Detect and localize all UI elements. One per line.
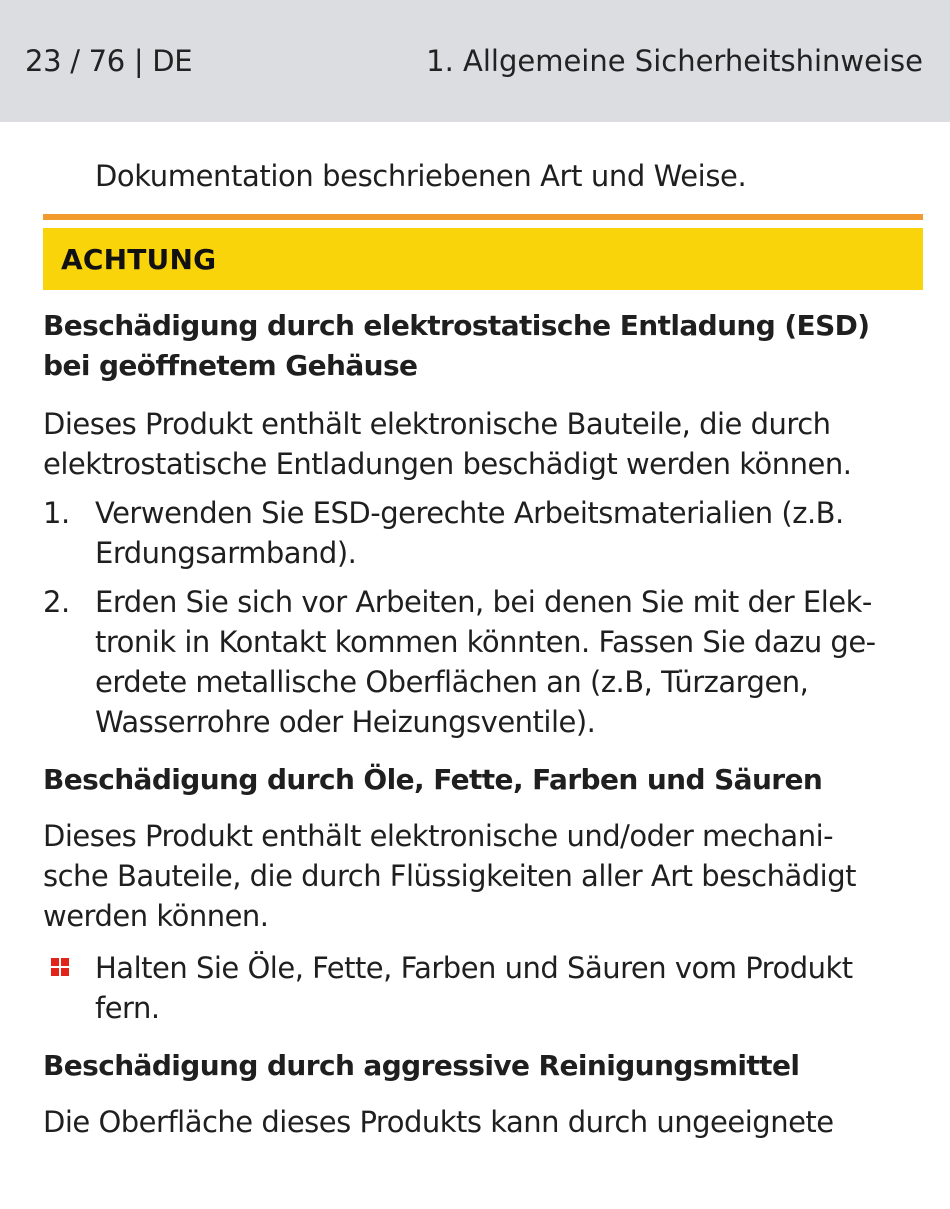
title-line: Beschädigung durch aggressive Reinigungsmittel — [43, 1049, 800, 1082]
item-line: tronik in Kontakt kommen könnten. Fassen Sie dazu ge- — [95, 625, 876, 659]
body-line: Dieses Produkt enthält elektronische Bauteile, die durch — [43, 407, 831, 441]
document-body — [0, 156, 950, 1142]
section-title: 1. Allgemeine Sicherheitshinweise — [426, 44, 923, 78]
section-body-oils — [43, 816, 923, 936]
body-line: werden können. — [43, 899, 269, 933]
page-number: 23 / 76 | DE — [25, 44, 193, 78]
section-esd — [43, 306, 923, 742]
section-body-esd — [43, 404, 923, 484]
section-title-cleaners — [43, 1046, 923, 1086]
warning-banner — [43, 228, 923, 290]
list-item — [43, 948, 923, 1028]
item-line: Erden Sie sich vor Arbeiten, bei denen Sie mit der Elek- — [95, 585, 872, 619]
body-line: Die Oberfläche dieses Produkts kann durch ungeeignete — [43, 1105, 834, 1139]
body-line: elektrostatische Entladungen beschädigt werden können. — [43, 447, 852, 481]
list-item — [43, 493, 923, 573]
red-bullet-icon — [43, 948, 95, 1028]
warning-rule — [43, 214, 923, 220]
warning-label: ACHTUNG — [61, 242, 217, 276]
item-line: Halten Sie Öle, Fette, Farben und Säuren vom Produkt — [95, 951, 853, 985]
list-number: 2. — [43, 585, 70, 619]
title-line: Beschädigung durch Öle, Fette, Farben und Säuren — [43, 763, 823, 796]
section-title-esd — [43, 306, 923, 386]
section-body-cleaners — [43, 1102, 923, 1142]
title-line: Beschädigung durch elektrostatische Entladung (ESD) — [43, 309, 870, 342]
title-line: bei geöffnetem Gehäuse — [43, 349, 418, 382]
list-number: 1. — [43, 496, 70, 530]
section-oils — [43, 760, 923, 1028]
item-line: Verwenden Sie ESD-gerechte Arbeitsmaterialien (z.B. — [95, 496, 844, 530]
body-line: Dieses Produkt enthält elektronische und/oder mechani- — [43, 819, 834, 853]
intro-text: Dokumentation beschriebenen Art und Weise. — [95, 159, 747, 193]
item-line: Wasserrohre oder Heizungsventile). — [95, 705, 596, 739]
item-line: Erdungsarmband). — [95, 536, 357, 570]
list-item — [43, 582, 923, 742]
section-title-oils — [43, 760, 923, 800]
body-line: sche Bauteile, die durch Flüssigkeiten aller Art beschädigt — [43, 859, 856, 893]
item-line: fern. — [95, 991, 160, 1025]
section-cleaners — [43, 1046, 923, 1142]
item-line: erdete metallische Oberflächen an (z.B, Türzargen, — [95, 665, 809, 699]
page-header — [0, 0, 950, 122]
